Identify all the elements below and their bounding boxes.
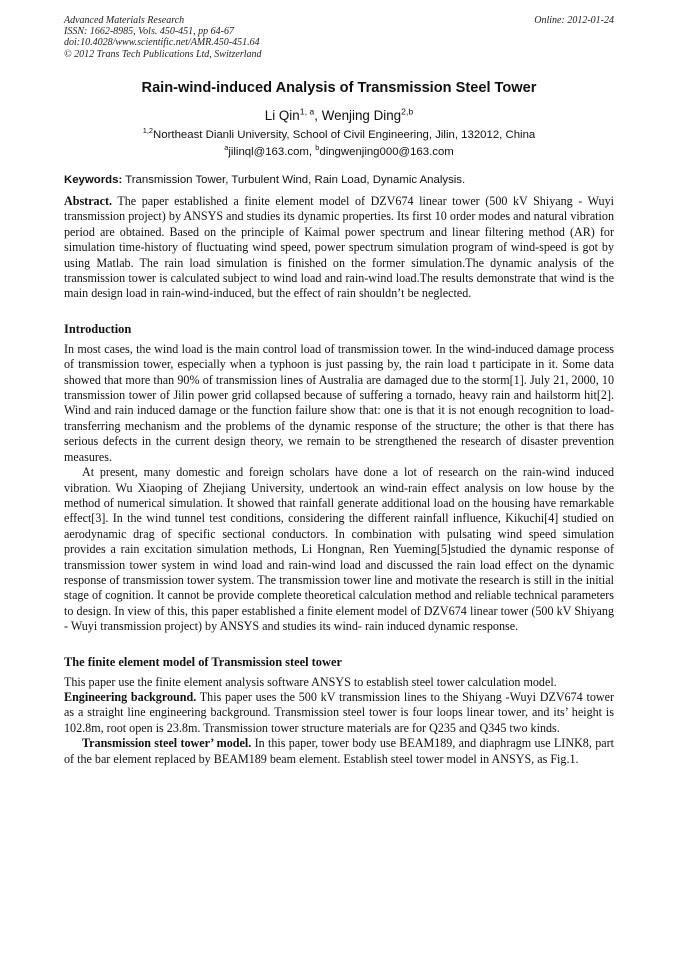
paper-title: Rain-wind-induced Analysis of Transmission Steel Tower [141,80,537,96]
section-heading-fem: The finite element model of Transmission steel tower [64,654,342,669]
email-address[interactable]: dingwenjing000@163.com [319,146,454,158]
author-separator: , [314,108,322,123]
keywords-text: Transmission Tower, Turbulent Wind, Rain Load, Dynamic Analysis. [122,174,466,186]
email-superscript: b [315,143,320,153]
paragraph-engineering-background [64,690,614,736]
email-address[interactable]: jilinql@163.com, [228,146,316,158]
copyright-line: © 2012 Trans Tech Publications Ltd, Switzerland [64,48,262,60]
paragraph-text: In this paper, tower body use BEAM189, and diaphragm use LINK8, part of the bar element replaced by BEAM189 beam element. Establish steel tower model in ANSYS, as Fig.1. [64,736,614,766]
author-superscript: 1, a [299,106,315,117]
affiliation-text: Northeast Dianli University, School of Civil Engineering, Jilin, 132012, China [153,129,536,141]
author-name: Wenjing Ding [321,108,402,123]
author-name: Li Qin [264,108,300,123]
runin-heading: Transmission steel tower’ model. [82,736,252,751]
abstract-text: The paper established a finite element model of DZV674 linear tower (500 kV Shiyang - Wuyi transmission project) by ANSYS and studies its dynamic properties. Its first 10 order modes and natural vibration period are obtained. Based on the principle of Kaimal power spectrum and linear filtering method (AR) for simulation time-history of fluctuating wind speed, power spectrum simulation program of wind-speed is got by using Matlab. The rain load simulation is finished on the former simulation.The dynamic analysis of the transmission tower is calculated subject to wind load and rain-wind load.The results demonstrate that wind is the main design load in rain-wind-induced, but the effect of rain shouldn’t be neglected. [64,194,614,301]
section-heading-introduction: Introduction [64,321,132,336]
email-line [64,143,614,158]
paragraph-tower-model [64,736,614,767]
issn-line: ISSN: 1662-8985, Vols. 450-451, pp 64-67 [64,26,234,38]
keywords-label: Keywords: [64,174,123,186]
paragraph-text: This paper uses the 500 kV transmission lines to the Shiyang -Wuyi DZV674 tower as a straight line engineering background. Transmission steel tower is four loops linear tower, and its’ height is 102.8m, root open is 23.8m. Transmission tower structure materials are for Q235 and Q345 two kinds. [64,689,614,735]
paragraph: In most cases, the wind load is the main control load of transmission tower. In the wind-induced damage process of transmission tower, especially when a typhoon is just passing by, the rain load t participate in it. Some data showed that more than 90% of transmission lines of Australia are damaged due to the storm[1]. July 21, 2000, 10 transmission tower of Jilin power grid collapsed because of suffering a tornado, heavy rain and hailstorm hit[2]. Wind and rain induced damage or the function failure show that: one is that it is not enough recognition to load-transferring mechanism and the problems of the dynamic response of the structure; the other is that there has serious defects in the current design theory, we remain to be strengthened the research of disaster prevention measures. [64,341,614,464]
doi-line[interactable]: doi:10.4028/www.scientific.net/AMR.450-451.64 [64,37,260,49]
affiliation [64,126,614,141]
paragraph: At present, many domestic and foreign scholars have done a lot of research on the rain-wind induced vibration. Wu Xiaoping of Zhejiang University, undertook an wind-rain effect analysis on low house by the method of numerical simulation. It showed that rainfall generate additional load on the housing have remarkable effect[3]. In the wind tunnel test conditions, considering the different rainfall influence, Kikuchi[4] studied on aerodynamic drag of specific sectional conductors. In combination with pulsating wind speed simulation provides a rain excitation simulation methods, Li Hongnan, Ren Yueming[5]studied the dynamic response of transmission tower system in wind load and rain-wind load and discussed the rain load effect on the dynamic response of transmission tower system. The transmission tower line and motivate the research is still in the initial stage of cognition. It cannot be provide complete theoretical calculation method and reliable technical parameters to design. In view of this, this paper established a finite element model of DZV674 linear tower (500 kV Shiyang - Wuyi transmission project) by ANSYS and studies its wind- rain induced dynamic response. [64,465,614,634]
abstract [64,194,614,302]
paragraph: This paper use the finite element analysis software ANSYS to establish steel tower calculation model. [64,674,557,689]
email-superscript: a [224,143,229,153]
paper-page [64,12,614,767]
running-header [64,12,614,68]
online-date: Online: 2012-01-24 [534,15,614,26]
affiliation-superscript: 1,2 [142,126,154,136]
journal-info [64,15,262,60]
abstract-label: Abstract. [64,194,113,208]
author-superscript: 2,b [401,106,414,117]
keywords [64,174,614,186]
runin-heading: Engineering background. [64,689,197,704]
author-line [64,108,614,123]
journal-name: Advanced Materials Research [64,15,185,26]
